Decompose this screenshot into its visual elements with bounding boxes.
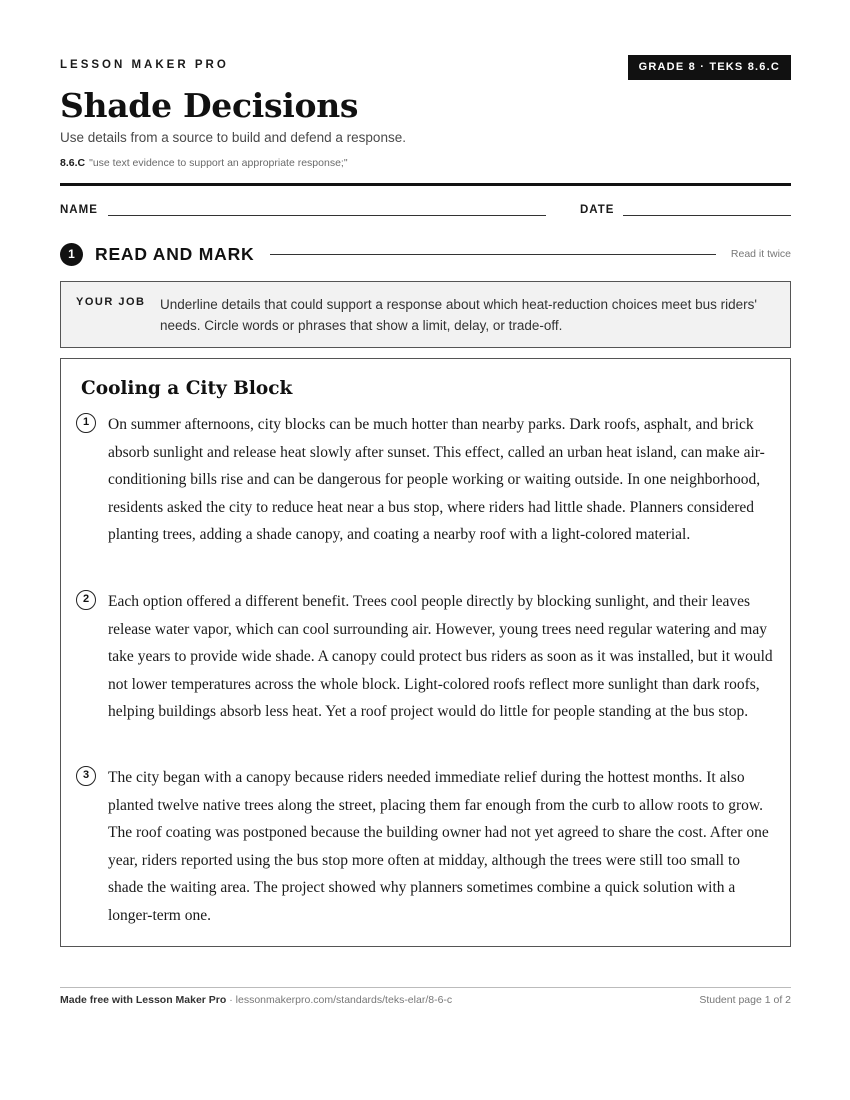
name-label: NAME [60,204,98,216]
paragraph-text: On summer afternoons, city blocks can be much hotter than nearby parks. Dark roofs, asphalt, and brick absorb sunlight and release heat slowly after sunset. This effect, called an urban heat island, can make air-conditioning bills rise and can be dangerous for people working or waiting outside. In one neighborhood, residents asked the city to reduce heat near a bus stop, where riders had little shade. Planners considered planting trees, adding a shade canopy, and coating a nearby roof with a light-colored material. [108,416,765,543]
footer-separator: · [226,994,236,1006]
section-header [60,242,791,266]
passage-title: Cooling a City Block [81,378,293,399]
brand-name: LESSON MAKER PRO [60,59,229,71]
paragraph-number: 3 [76,766,96,786]
passage-paragraph [76,411,776,581]
section-number-badge: 1 [60,243,83,266]
footer [60,994,791,1010]
job-instructions-box [60,281,791,348]
name-date-row [60,204,791,220]
date-label: DATE [580,204,615,216]
worksheet-page [60,0,791,1100]
passage-paragraph [76,764,776,934]
footer-made-with: Made free with Lesson Maker Pro [60,994,227,1006]
section-rule [270,254,716,255]
footer-page-number: Student page 1 of 2 [699,994,791,1006]
standard-code: 8.6.C [60,157,86,169]
footer-url[interactable]: lessonmakerpro.com/standards/teks-elar/8-6-c [235,994,453,1006]
job-label: YOUR JOB [76,296,146,308]
job-text: Underline details that could support a response about which heat-reduction choices meet bus riders' needs. Circle words or phrases that show a limit, delay, or trade-off. [160,297,757,333]
standard-line [60,157,348,169]
paragraph-text: Each option offered a different benefit. Trees cool people directly by blocking sunlight, and their leaves release water vapor, which can cool surrounding air. However, young trees need regular watering and may take years to provide wide shade. A canopy could protect bus riders as soon as it was installed, but it would not lower temperatures across the whole block. Light-colored roofs reflect more sunlight than dark roofs, helping buildings absorb less heat. Yet a roof project would do little for people standing at the bus stop. [108,593,773,720]
date-field[interactable] [623,215,791,216]
footer-divider [60,987,791,988]
passage-paragraph [76,588,776,758]
section-title: READ AND MARK [95,244,255,264]
page-title: Shade Decisions [60,86,359,125]
passage-box [60,358,791,947]
header-divider [60,183,791,186]
paragraph-number: 1 [76,413,96,433]
paragraph-text: The city began with a canopy because riders needed immediate relief during the hottest months. It also planted twelve native trees along the street, placing them far enough from the curb to allow roots to grow. The roof coating was postponed because the building owner had not yet agreed to share the cost. After one year, riders reported using the bus stop more often at midday, although the trees were still too small to shade the waiting area. The project showed why planners sometimes combine a quick solution with a longer-term one. [108,769,769,924]
standard-text: "use text evidence to support an appropriate response;" [89,157,348,169]
page-subtitle: Use details from a source to build and defend a response. [60,130,406,145]
section-hint: Read it twice [730,248,791,260]
name-field[interactable] [108,215,546,216]
header [60,55,791,81]
grade-badge: GRADE 8 · TEKS 8.6.C [628,55,791,80]
paragraph-number: 2 [76,590,96,610]
